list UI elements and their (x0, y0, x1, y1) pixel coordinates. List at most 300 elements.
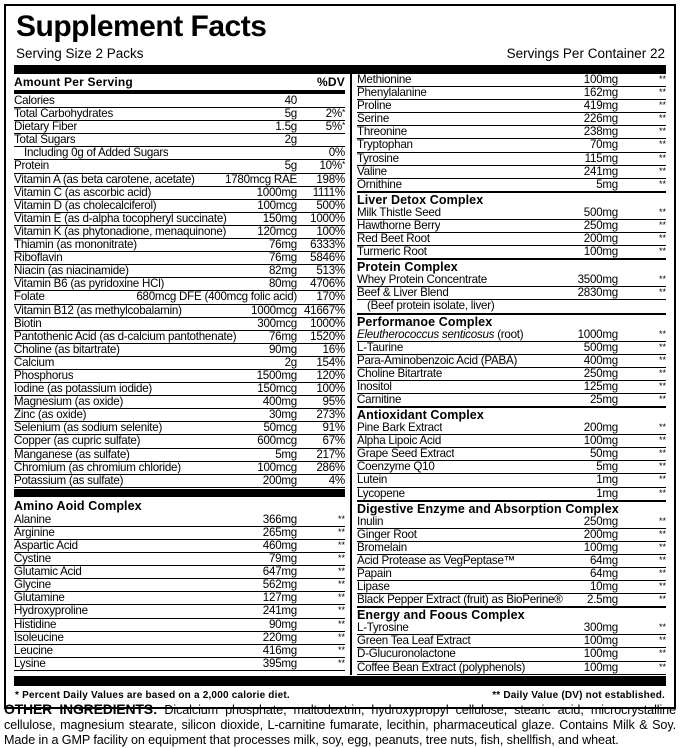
amount-value: 419mg (583, 99, 618, 113)
amount-value: 50mcg (263, 421, 297, 435)
amount-value: 76mg (268, 251, 297, 265)
ingredient-name: Lycopene (357, 487, 405, 500)
percent-dv-value: ** (337, 631, 345, 642)
amount-value: 500mg (583, 205, 618, 219)
ingredient-name: Choline Bitartrate (357, 367, 443, 380)
serving-size: Serving Size 2 Packs (16, 46, 144, 61)
supplement-facts-panel (4, 4, 676, 709)
amount-value: 10mg (589, 580, 618, 594)
ingredient-name: Vitamin D (as cholecalciferol) (14, 199, 157, 212)
percent-dv-label: %DV (317, 75, 345, 89)
amount-value: 1000mcg (251, 303, 297, 317)
percent-dv-value: 5%* (325, 120, 345, 134)
ingredient-name: Serine (357, 113, 390, 126)
table-row (357, 516, 666, 529)
ingredient-name: Manganese (as sulfate) (14, 448, 130, 461)
table-row (357, 139, 666, 152)
ingredient-name: Ornithine (357, 178, 402, 191)
percent-dv-value: ** (658, 594, 666, 605)
ingredient-name: Arginine (14, 526, 55, 539)
ingredient-name: Valine (357, 165, 387, 178)
percent-dv-value: ** (658, 622, 666, 633)
ingredient-name: Alpha Lipoic Acid (357, 435, 442, 448)
amount-value: 400mg (583, 353, 618, 367)
amount-value: 200mg (583, 232, 618, 246)
ingredient-name: Vitamin E (as d-alpha tocopheryl succinate) (14, 212, 227, 225)
table-row (357, 662, 666, 675)
section-header: Energy and Foous Complex (357, 607, 666, 622)
ingredient-name: Total Sugars (14, 134, 76, 147)
ingredient-name: Alanine (14, 513, 51, 526)
ingredient-name: Copper (as cupric sulfate) (14, 435, 141, 448)
footnote-percent-dv: * Percent Daily Values are based on a 2,000 calorie diet. (15, 689, 290, 701)
ingredient-name: (Beef protein isolate, liver) (367, 300, 495, 313)
ingredient-name: Vitamin C (as ascorbic acid) (14, 186, 152, 199)
percent-dv-value: 41667% (303, 303, 345, 317)
amount-value: 50mg (589, 447, 618, 461)
table-row (14, 200, 345, 213)
ingredient-name: Eleutherococcus senticosus (root) (357, 328, 524, 341)
amount-value: 1500mg (256, 368, 297, 382)
table-row (357, 300, 666, 313)
amount-value: 1mg (596, 486, 618, 500)
amount-value: 250mg (583, 514, 618, 528)
amount-value: 79mg (268, 552, 297, 566)
amount-value: 25mg (589, 392, 618, 406)
amount-per-serving-label: Amount Per Serving (14, 75, 133, 89)
section-header: Digestive Enzyme and Absorption Complex (357, 501, 666, 516)
amount-value: 1mg (596, 473, 618, 487)
percent-dv-value: 4706% (310, 277, 345, 291)
ingredient-name: Thiamin (as mononitrate) (14, 239, 137, 252)
percent-dv-value: 1000% (310, 211, 345, 225)
percent-dv-value: ** (337, 579, 345, 590)
percent-dv-value: 513% (316, 264, 345, 278)
percent-dv-value: 217% (316, 447, 345, 461)
amount-value: 90mg (268, 617, 297, 631)
amount-value: 100mcg (257, 198, 297, 212)
percent-dv-value: ** (658, 635, 666, 646)
amount-value: 70mg (589, 138, 618, 152)
left-column (14, 74, 345, 675)
table-row (357, 488, 666, 501)
panel-title: Supplement Facts (16, 10, 267, 43)
ingredient-name: Beef & Liver Blend (357, 287, 449, 300)
ingredient-name: Tyrosine (357, 152, 399, 165)
ingredient-name: Ginger Root (357, 528, 417, 541)
facts-columns (14, 74, 666, 675)
ingredient-name: Magnesium (as oxide) (14, 396, 124, 409)
table-row (357, 166, 666, 179)
other-ingredients-text: Dicalcium phosphate, maltodextrin, hydroxypropyl cellulose, stearic acid, microcrystalline cellulose, magnesium stearate, silicon dioxide, L-carnitine fumarate, lecithin, pharmaceutical glaze. Contains Milk & Soy. Made in a GMP facility on equipment that processes milk, soy, egg, peanuts, tree nuts, fish, shellfish, and wheat. (4, 703, 676, 747)
percent-dv-value: ** (658, 246, 666, 257)
ingredient-name: Pine Bark Extract (357, 422, 443, 435)
percent-dv-value: ** (658, 341, 666, 352)
table-row (357, 542, 666, 555)
percent-dv-value: ** (658, 568, 666, 578)
percent-dv-value: ** (658, 380, 666, 391)
ingredient-name: Leucine (14, 644, 53, 657)
amount-value: 395mg (262, 656, 297, 670)
table-row (14, 344, 345, 357)
ingredient-name: Phosphorus (14, 369, 74, 382)
amount-value: 100mg (583, 647, 618, 661)
amount-value: 120mcg (257, 224, 297, 238)
ingredient-name: Biotin (14, 317, 42, 330)
percent-dv-value: ** (337, 566, 345, 577)
ingredient-name: Vitamin A (as beta carotene, acetate) (14, 173, 195, 186)
percent-dv-value: ** (337, 605, 345, 616)
amount-value: 5mg (596, 460, 618, 474)
table-row (14, 318, 345, 331)
other-ingredients (4, 702, 676, 747)
table-row (357, 622, 666, 635)
percent-dv-value: ** (337, 618, 345, 629)
ingredient-name: Coffee Bean Extract (polyphenols) (357, 661, 526, 674)
ingredient-name: Glutamine (14, 592, 65, 605)
ingredient-name: Histidine (14, 618, 57, 631)
dv-asterisk: * (341, 107, 345, 118)
table-row (14, 632, 345, 645)
amount-value: 300mg (583, 621, 618, 635)
column-header (14, 74, 345, 90)
percent-dv-value: ** (658, 328, 666, 339)
percent-dv-value: ** (658, 541, 666, 552)
ingredient-name: Whey Protein Concentrate (357, 274, 487, 287)
table-row (14, 605, 345, 618)
section-header-amino-acid-complex: Amino Aoid Complex (14, 498, 142, 513)
ingredient-name: Green Tea Leaf Extract (357, 635, 471, 648)
table-row (357, 635, 666, 648)
amount-value: 250mg (583, 218, 618, 232)
percent-dv-value: ** (337, 644, 345, 655)
amount-value: 220mg (262, 630, 297, 644)
percent-dv-value: ** (658, 152, 666, 163)
section-header: Antioxidant Complex (357, 407, 666, 422)
table-row (14, 291, 345, 304)
amount-value: 2.5mg (587, 593, 618, 607)
amount-value: 680mcg DFE (400mcg folic acid) (136, 290, 297, 304)
amount-value: 100mcg (257, 460, 297, 474)
ingredient-name: Folate (14, 291, 45, 304)
table-row (14, 658, 345, 671)
percent-dv-value: ** (658, 287, 666, 298)
amount-value: 600mcg (257, 434, 297, 448)
servings-per-container: Servings Per Container 22 (506, 46, 665, 61)
amount-value: 460mg (262, 539, 297, 552)
dv-asterisk: * (341, 159, 345, 170)
percent-dv-value: 1000% (310, 316, 345, 330)
percent-dv-value: ** (658, 206, 666, 217)
table-row (357, 529, 666, 542)
table-row (14, 305, 345, 318)
amount-value: 1000mg (577, 327, 618, 341)
percent-dv-value: 100% (316, 224, 345, 238)
amount-value: 76mg (268, 238, 297, 252)
percent-dv-value: 154% (316, 355, 345, 369)
ingredient-name: Vitamin B6 (as pyridoxine HCl) (14, 278, 165, 291)
amount-value: 562mg (262, 578, 297, 592)
percent-dv-value: ** (658, 87, 666, 98)
percent-dv-value: 286% (316, 460, 345, 474)
ingredient-name: Riboflavin (14, 252, 63, 265)
amount-value: 241mg (262, 604, 297, 618)
amount-value: 400mg (262, 395, 297, 409)
divider-bar-top (14, 65, 666, 74)
percent-dv-value: ** (658, 474, 666, 485)
nutrient-rows (14, 95, 345, 488)
table-row (357, 329, 666, 342)
percent-dv-value: ** (658, 113, 666, 124)
amount-value: 2g (284, 133, 297, 147)
ingredient-name: Black Pepper Extract (fruit) as BioPerine® (357, 594, 563, 607)
percent-dv-value: ** (337, 657, 345, 668)
table-row (357, 422, 666, 435)
serving-info (14, 46, 666, 65)
ingredient-name: Glycine (14, 579, 51, 592)
amount-value: 100mg (583, 434, 618, 448)
amount-value: 100mg (583, 540, 618, 554)
percent-dv-value: ** (658, 139, 666, 150)
ingredient-name: Acid Protease as VegPeptase™ (357, 554, 515, 567)
ingredient-name: D-Glucuronolactone (357, 648, 456, 661)
ingredient-name: Methionine (357, 74, 412, 86)
amount-value: 40 (284, 94, 297, 107)
ingredient-name: Vitamin K (as phytonadione, menaquinone) (14, 225, 227, 238)
ingredient-name: Threonine (357, 126, 407, 139)
percent-dv-value: 95% (322, 395, 345, 409)
ingredient-name: Total Carbohydrates (14, 108, 114, 121)
percent-dv-value: ** (337, 526, 345, 537)
percent-dv-value: ** (658, 178, 666, 189)
percent-dv-value: 0% (328, 146, 345, 160)
percent-dv-value: ** (658, 487, 666, 498)
percent-dv-value: ** (658, 274, 666, 285)
percent-dv-value: 1520% (310, 329, 345, 343)
ingredient-name: Aspartic Acid (14, 540, 78, 552)
percent-dv-value: 4% (328, 473, 345, 487)
amount-value: 64mg (589, 567, 618, 580)
percent-dv-value: 500% (316, 198, 345, 212)
ingredient-name: Pantothenic Acid (as d-calcium pantothenate) (14, 330, 237, 343)
amount-value: 265mg (262, 525, 297, 539)
amount-value: 5g (284, 159, 297, 173)
ingredient-name: Hawthorne Berry (357, 219, 441, 232)
amount-value: 125mg (583, 379, 618, 393)
table-row (14, 160, 345, 173)
divider-bar-bottom (14, 676, 666, 686)
percent-dv-value: ** (658, 165, 666, 176)
table-row (357, 394, 666, 407)
ingredient-name: L-Tyrosine (357, 622, 409, 635)
table-row (357, 342, 666, 355)
table-row (357, 648, 666, 661)
table-row (357, 153, 666, 166)
table-row (357, 287, 666, 300)
amount-value: 238mg (583, 125, 618, 139)
table-row (357, 179, 666, 192)
amount-value: 200mg (583, 527, 618, 541)
ingredient-name: Coenzyme Q10 (357, 461, 435, 474)
table-row (357, 555, 666, 568)
ingredient-name: L-Taurine (357, 341, 404, 354)
ingredient-name: Turmeric Root (357, 246, 427, 259)
ingredient-name: Dietary Fiber (14, 121, 78, 134)
percent-dv-value: 198% (316, 172, 345, 186)
ingredient-name: Iodine (as potassium iodide) (14, 383, 153, 396)
table-row (357, 568, 666, 581)
amount-value: 100mg (583, 660, 618, 674)
table-row (357, 435, 666, 448)
ingredient-name: Carnitine (357, 393, 402, 406)
table-row (357, 355, 666, 368)
table-row (357, 126, 666, 139)
table-row (357, 594, 666, 607)
percent-dv-value: ** (658, 554, 666, 565)
amount-value: 500mg (583, 340, 618, 354)
section-header: Liver Detox Complex (357, 192, 666, 207)
percent-dv-value: ** (658, 528, 666, 539)
amount-value: 127mg (262, 591, 297, 605)
amount-value: 80mg (268, 277, 297, 291)
table-row (14, 475, 345, 488)
amount-value: 1.5g (275, 120, 297, 134)
percent-dv-value: ** (658, 100, 666, 111)
ingredient-name: Lutein (357, 474, 388, 487)
footnote-dv-not-established: ** Daily Value (DV) not established. (492, 689, 665, 701)
amount-value: 162mg (583, 86, 618, 100)
ingredient-name: Para-Aminobenzoic Acid (PABA) (357, 354, 518, 367)
percent-dv-value: ** (337, 513, 345, 524)
percent-dv-value: ** (658, 648, 666, 659)
ingredient-name: Glutamic Acid (14, 566, 82, 579)
percent-dv-value: 170% (316, 290, 345, 304)
amount-value: 300mcg (257, 316, 297, 330)
section-header: Protein Complex (357, 259, 666, 274)
ingredient-name: Inulin (357, 515, 384, 528)
table-row (14, 213, 345, 226)
percent-dv-value: ** (658, 661, 666, 672)
table-row (14, 462, 345, 475)
amount-value: 2g (284, 355, 297, 369)
ingredient-name: Calcium (14, 356, 55, 369)
amino-acid-rows (14, 514, 345, 671)
amount-value: 150mg (262, 211, 297, 225)
table-row (14, 449, 345, 462)
percent-dv-value: ** (658, 515, 666, 526)
amount-value: 1000mg (256, 185, 297, 199)
amount-value: 82mg (268, 264, 297, 278)
percent-dv-value: ** (337, 553, 345, 564)
percent-dv-value: ** (658, 435, 666, 446)
percent-dv-value: 1111% (312, 185, 345, 199)
table-row (357, 461, 666, 474)
table-row (14, 134, 345, 147)
table-row (357, 581, 666, 594)
amount-value: 150mcg (257, 382, 297, 396)
section-header: Performanoe Complex (357, 314, 666, 329)
ingredient-name: Proline (357, 100, 392, 113)
percent-dv-value: ** (337, 540, 345, 550)
amount-value: 1780mcg RAE (224, 172, 297, 186)
other-ingredients-label: OTHER INGREDIENTS: (4, 701, 158, 717)
percent-dv-value: ** (658, 422, 666, 433)
ingredient-name: Red Beet Root (357, 233, 430, 246)
amount-value: 250mg (583, 366, 618, 380)
table-row (14, 435, 345, 448)
ingredient-name: Including 0g of Added Sugars (24, 147, 169, 160)
percent-dv-value: ** (658, 219, 666, 230)
table-row (357, 448, 666, 461)
amount-value: 5mg (275, 447, 297, 461)
ingredient-name: Choline (as bitartrate) (14, 343, 120, 356)
amount-value: 226mg (583, 112, 618, 126)
ingredient-name: Zinc (as oxide) (14, 409, 87, 422)
percent-dv-value: 6333% (310, 238, 345, 252)
dv-asterisk: * (341, 120, 345, 131)
table-row (357, 207, 666, 220)
amount-value: 90mg (268, 342, 297, 356)
table-row (357, 274, 666, 287)
ingredient-name: Chromium (as chromium chloride) (14, 461, 181, 474)
ingredient-name: Isoleucine (14, 631, 64, 644)
percent-dv-value: ** (658, 74, 666, 84)
table-row (357, 100, 666, 113)
percent-dv-value: 10%* (319, 159, 345, 173)
amount-value: 100mg (583, 245, 618, 259)
percent-dv-value: ** (658, 126, 666, 137)
amount-value: 5g (284, 107, 297, 121)
ingredient-name: Potassium (as sulfate) (14, 474, 124, 487)
percent-dv-value: 100% (316, 382, 345, 396)
table-row (357, 368, 666, 381)
table-row (14, 619, 345, 632)
table-row (357, 381, 666, 394)
table-row (357, 87, 666, 100)
ingredient-name: Inositol (357, 380, 392, 393)
table-row (14, 514, 345, 527)
ingredient-name: Grape Seed Extract (357, 448, 455, 461)
table-row (357, 233, 666, 246)
amount-value: 30mg (268, 408, 297, 422)
percent-dv-value: 5846% (310, 251, 345, 265)
amount-value: 100mg (583, 73, 618, 86)
ingredient-name: Cystine (14, 553, 51, 566)
percent-dv-value: ** (658, 581, 666, 592)
amount-value: 76mg (268, 329, 297, 343)
ingredient-name: Phenylalanine (357, 87, 427, 100)
ingredient-name: Vitamin B12 (as methylcobalamin) (14, 304, 182, 317)
percent-dv-value: ** (658, 448, 666, 459)
amount-value: 3500mg (577, 273, 618, 287)
amount-value: 200mg (583, 421, 618, 435)
percent-dv-value: ** (658, 393, 666, 404)
percent-dv-value: ** (658, 354, 666, 365)
percent-dv-value: ** (337, 592, 345, 603)
table-row (14, 357, 345, 370)
amount-value: 100mg (583, 634, 618, 648)
ingredient-name: Niacin (as niacinamide) (14, 265, 129, 278)
ingredient-name: Protein (14, 160, 49, 173)
amount-value: 115mg (584, 151, 618, 165)
table-row (14, 645, 345, 658)
ingredient-name: Bromelain (357, 541, 407, 554)
percent-dv-value: 16% (322, 342, 345, 356)
percent-dv-value: ** (658, 233, 666, 244)
amount-value: 64mg (589, 553, 618, 567)
amount-value: 241mg (583, 164, 618, 178)
table-row (14, 187, 345, 200)
